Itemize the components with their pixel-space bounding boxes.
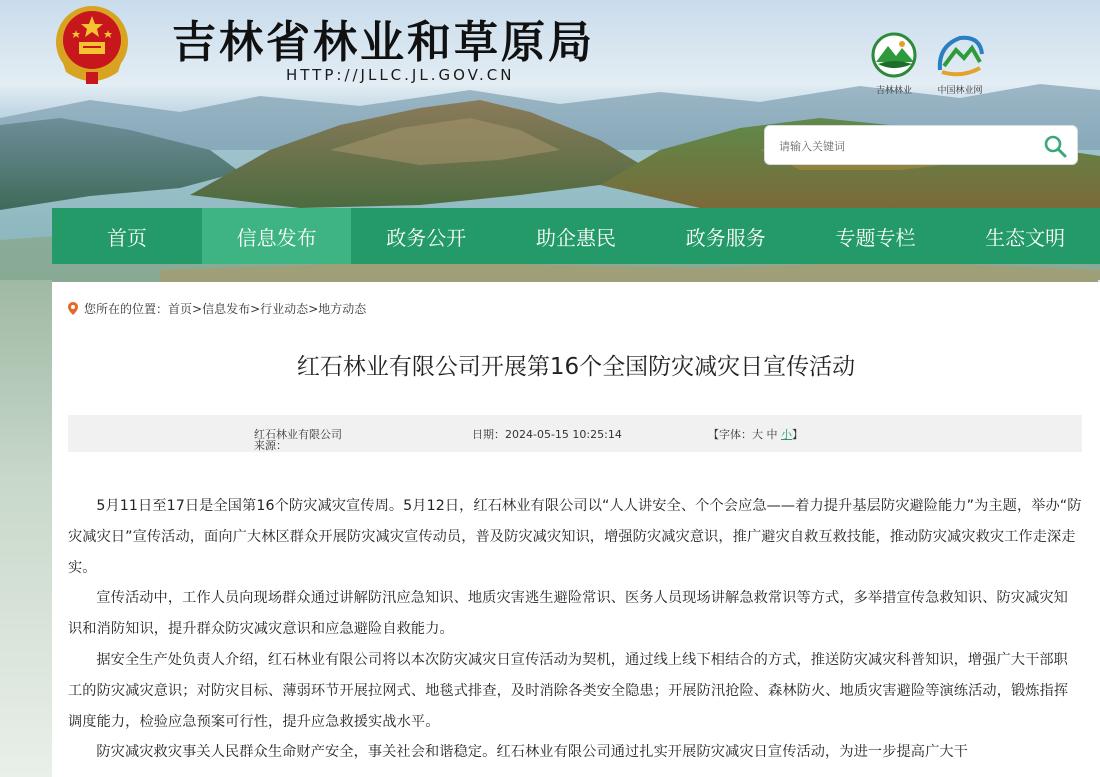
- article-paragraph: 防灾减灾救灾事关人民群众生命财产安全，事关社会和谐稳定。红石林业有限公司通过扎实开展防灾减灾日宣传活动，为进一步提高广大干: [96, 744, 968, 761]
- nav-item-business-support[interactable]: 助企惠民: [536, 225, 617, 250]
- nav-item-info-release[interactable]: 信息发布: [202, 208, 352, 264]
- breadcrumb-prefix: 您所在的位置：: [84, 302, 169, 316]
- nav-item-home[interactable]: 首页: [106, 225, 147, 250]
- main-nav: [52, 208, 1100, 264]
- breadcrumb-info-release[interactable]: 信息发布: [202, 302, 251, 316]
- article-source: 来源： 红石林业有限公司: [254, 428, 342, 452]
- site-title: 吉林省林业和草原局: [172, 17, 595, 68]
- content-panel: [52, 282, 1100, 777]
- left-decoration: [0, 280, 52, 777]
- nav-item-ecological-civilization[interactable]: 生态文明: [985, 225, 1066, 250]
- search-icon[interactable]: [1043, 134, 1067, 158]
- china-forestry-logo[interactable]: [924, 32, 996, 96]
- china-forestry-logo-icon: [934, 32, 986, 78]
- breadcrumb-separator: >: [308, 302, 319, 316]
- font-large-link[interactable]: 大: [752, 428, 763, 441]
- search-box: [764, 125, 1078, 165]
- site-url[interactable]: HTTP://JLLC.JL.GOV.CN: [286, 66, 515, 84]
- article-date: 日期：2024-05-15 10:25:14: [472, 428, 622, 441]
- breadcrumb-local-news[interactable]: 地方动态: [318, 302, 367, 316]
- breadcrumb-separator: >: [192, 302, 203, 316]
- font-medium-link[interactable]: 中: [766, 428, 778, 441]
- article-meta-bar: [68, 415, 1082, 452]
- search-input[interactable]: [779, 135, 1029, 157]
- nav-item-government-affairs[interactable]: 政务公开: [386, 225, 467, 250]
- nav-item-government-services[interactable]: 政务服务: [685, 225, 766, 250]
- breadcrumb: [68, 300, 366, 317]
- national-emblem-icon: [52, 2, 132, 86]
- nav-item-special-topics[interactable]: 专题专栏: [835, 225, 916, 250]
- breadcrumb-industry-news[interactable]: 行业动态: [260, 302, 309, 316]
- logo-label: 吉林林业: [875, 86, 912, 96]
- article-body: [68, 491, 1082, 768]
- logo-label: 中国林业网: [937, 86, 983, 96]
- breadcrumb-separator: >: [250, 302, 261, 316]
- font-small-link[interactable]: 小: [781, 428, 792, 441]
- article-paragraph: 5月11日至17日是全国第16个防灾减灾宣传周。5月12日，红石林业有限公司以“人人讲安全、个个会应急——着力提升基层防灾避险能力”为主题，举办“防灾减灾日”宣传活动，面向广大林区群众开展防灾减灾宣传动员，普及防灾减灾知识，增强防灾减灾意识，推广避灾自救互救技能，推动防灾减灾救灾工作走深走实。: [68, 498, 1082, 576]
- location-pin-icon: [68, 302, 78, 315]
- article-paragraph: 宣传活动中，工作人员向现场群众通过讲解防汛应急知识、地质灾害逃生避险常识、医务人员现场讲解急救常识等方式，多举措宣传急救知识、防灾减灾知识和消防知识，提升群众防灾减灾意识和应急避险自救能力。: [68, 590, 1068, 638]
- jilin-forestry-logo-icon: [868, 32, 920, 78]
- article-title: 红石林业有限公司开展第16个全国防灾减灾日宣传活动: [296, 354, 856, 380]
- article-paragraph: 据安全生产处负责人介绍，红石林业有限公司将以本次防灾减灾日宣传活动为契机，通过线上线下相结合的方式，推送防灾减灾科普知识，增强广大干部职工的防灾减灾意识；对防灾目标、薄弱环节开展拉网式、地毯式排查，及时消除各类安全隐患；开展防汛抢险、森林防火、地质灾害避险等演练活动，锻炼指挥调度能力，检验应急预案可行性，提升应急救援实战水平。: [68, 651, 1069, 730]
- font-size-switcher: 【字体：大 中 小】: [708, 428, 803, 441]
- jilin-forestry-logo[interactable]: [858, 32, 930, 96]
- breadcrumb-home[interactable]: 首页: [168, 302, 193, 316]
